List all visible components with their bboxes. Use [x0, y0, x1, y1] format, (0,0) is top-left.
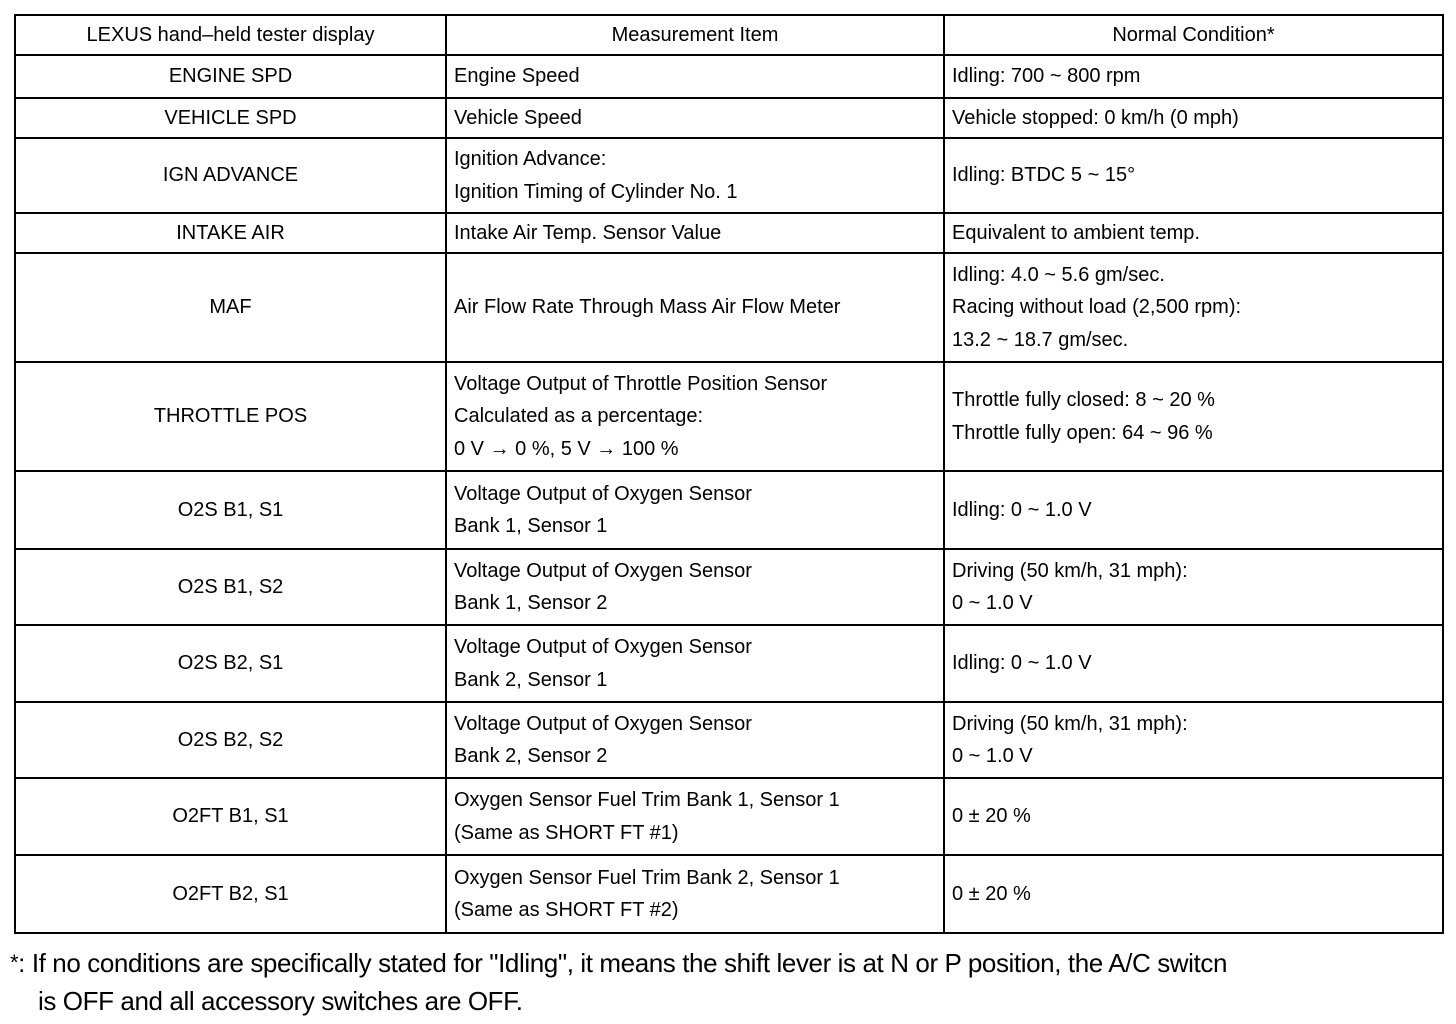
measurement-item-line: Air Flow Rate Through Mass Air Flow Meter [454, 296, 841, 319]
table-row [15, 549, 1443, 625]
measurement-item-line: Oxygen Sensor Fuel Trim Bank 1, Sensor 1 [454, 789, 840, 811]
table-row [15, 855, 1443, 933]
cell-normal-condition [944, 138, 1443, 213]
cell-normal-condition [944, 213, 1443, 253]
header-normal-condition: Normal Condition* [944, 15, 1443, 55]
cell-normal-condition [944, 55, 1443, 98]
measurement-item-line: Bank 1, Sensor 2 [454, 592, 608, 614]
cell-tester-display: O2FT B1, S1 [15, 778, 446, 855]
table-row [15, 253, 1443, 362]
measurement-item-line: (Same as SHORT FT #2) [454, 899, 679, 921]
measurement-item-line: Voltage Output of Throttle Position Sensor [454, 372, 828, 395]
table-row [15, 625, 1443, 702]
cell-tester-display: O2S B1, S2 [15, 549, 446, 625]
cell-measurement-item [446, 549, 944, 625]
normal-condition-line: 13.2 ~ 18.7 gm/sec. [952, 328, 1129, 351]
table-row [15, 471, 1443, 549]
cell-tester-display: O2FT B2, S1 [15, 855, 446, 933]
measurement-item-line: Ignition Timing of Cylinder No. 1 [454, 180, 738, 203]
header-measurement-item: Measurement Item [446, 15, 944, 55]
cell-normal-condition [944, 362, 1443, 471]
measurement-item-line: Bank 1, Sensor 1 [454, 515, 608, 537]
header-display: LEXUS hand–held tester display [15, 15, 446, 55]
cell-measurement-item [446, 471, 944, 549]
cell-tester-display: O2S B1, S1 [15, 471, 446, 549]
normal-condition-line: Idling: 0 ~ 1.0 V [952, 652, 1092, 675]
measurement-item-line: Ignition Advance: [454, 148, 607, 170]
measurement-item-line: Oxygen Sensor Fuel Trim Bank 2, Sensor 1 [454, 866, 840, 889]
cell-measurement-item [446, 213, 944, 253]
cell-tester-display: MAF [15, 253, 446, 362]
footnote-line-1: : If no conditions are specifically stated for "Idling", it means the shift lever is at N or P position, the A/C switcn [18, 948, 1228, 978]
measurement-item-line: Voltage Output of Oxygen Sensor [454, 636, 752, 658]
cell-normal-condition [944, 471, 1443, 549]
measurement-item-line: 0 V → 0 %, 5 V → 100 % [454, 437, 679, 460]
footnote-line-2: is OFF and all accessory switches are OFF. [38, 986, 523, 1016]
table-row [15, 138, 1443, 213]
normal-condition-line: Idling: 4.0 ~ 5.6 gm/sec. [952, 263, 1165, 286]
normal-condition-line: 0 ± 20 % [952, 882, 1031, 905]
measurement-item-line: Voltage Output of Oxygen Sensor [454, 482, 752, 505]
cell-tester-display: THROTTLE POS [15, 362, 446, 471]
measurement-spec-table [14, 14, 1444, 934]
cell-normal-condition [944, 702, 1443, 778]
normal-condition-line: 0 ± 20 % [952, 805, 1031, 828]
cell-measurement-item [446, 138, 944, 213]
cell-tester-display: O2S B2, S2 [15, 702, 446, 778]
table-row [15, 55, 1443, 98]
normal-condition-line: Idling: BTDC 5 ~ 15° [952, 164, 1136, 187]
cell-normal-condition [944, 778, 1443, 855]
normal-condition-line: Equivalent to ambient temp. [952, 221, 1200, 244]
cell-normal-condition [944, 855, 1443, 933]
measurement-item-line: Voltage Output of Oxygen Sensor [454, 559, 752, 582]
normal-condition-line: 0 ~ 1.0 V [952, 592, 1033, 614]
cell-measurement-item [446, 778, 944, 855]
normal-condition-line: Racing without load (2,500 rpm): [952, 296, 1242, 319]
footnote [10, 944, 1450, 1020]
normal-condition-line: 0 ~ 1.0 V [952, 745, 1033, 767]
table-row [15, 98, 1443, 138]
cell-tester-display: INTAKE AIR [15, 213, 446, 253]
cell-normal-condition [944, 98, 1443, 138]
normal-condition-line: Throttle fully closed: 8 ~ 20 % [952, 389, 1215, 411]
table-row [15, 213, 1443, 253]
cell-measurement-item [446, 98, 944, 138]
footnote-marker: * [10, 950, 19, 975]
normal-condition-line: Idling: 0 ~ 1.0 V [952, 498, 1092, 521]
measurement-item-line: (Same as SHORT FT #1) [454, 821, 679, 844]
measurement-item-line: Bank 2, Sensor 2 [454, 745, 608, 767]
measurement-item-line: Calculated as a percentage: [454, 405, 704, 428]
header-row [15, 15, 1443, 55]
table-body [15, 55, 1443, 933]
cell-measurement-item [446, 362, 944, 471]
measurement-item-line: Bank 2, Sensor 1 [454, 668, 608, 691]
table-row [15, 362, 1443, 471]
cell-measurement-item [446, 702, 944, 778]
cell-normal-condition [944, 549, 1443, 625]
cell-tester-display: VEHICLE SPD [15, 98, 446, 138]
cell-measurement-item [446, 55, 944, 98]
normal-condition-line: Idling: 700 ~ 800 rpm [952, 65, 1141, 88]
table-row [15, 702, 1443, 778]
table-row [15, 778, 1443, 855]
measurement-item-line: Engine Speed [454, 65, 580, 88]
normal-condition-line: Throttle fully open: 64 ~ 96 % [952, 421, 1213, 444]
measurement-item-line: Intake Air Temp. Sensor Value [454, 221, 722, 244]
cell-tester-display: ENGINE SPD [15, 55, 446, 98]
cell-tester-display: O2S B2, S1 [15, 625, 446, 702]
cell-measurement-item [446, 253, 944, 362]
cell-tester-display: IGN ADVANCE [15, 138, 446, 213]
normal-condition-line: Driving (50 km/h, 31 mph): [952, 712, 1188, 735]
measurement-item-line: Voltage Output of Oxygen Sensor [454, 712, 752, 735]
cell-normal-condition [944, 253, 1443, 362]
cell-measurement-item [446, 855, 944, 933]
cell-measurement-item [446, 625, 944, 702]
measurement-item-line: Vehicle Speed [454, 106, 582, 129]
cell-normal-condition [944, 625, 1443, 702]
normal-condition-line: Vehicle stopped: 0 km/h (0 mph) [952, 106, 1239, 129]
normal-condition-line: Driving (50 km/h, 31 mph): [952, 559, 1188, 582]
